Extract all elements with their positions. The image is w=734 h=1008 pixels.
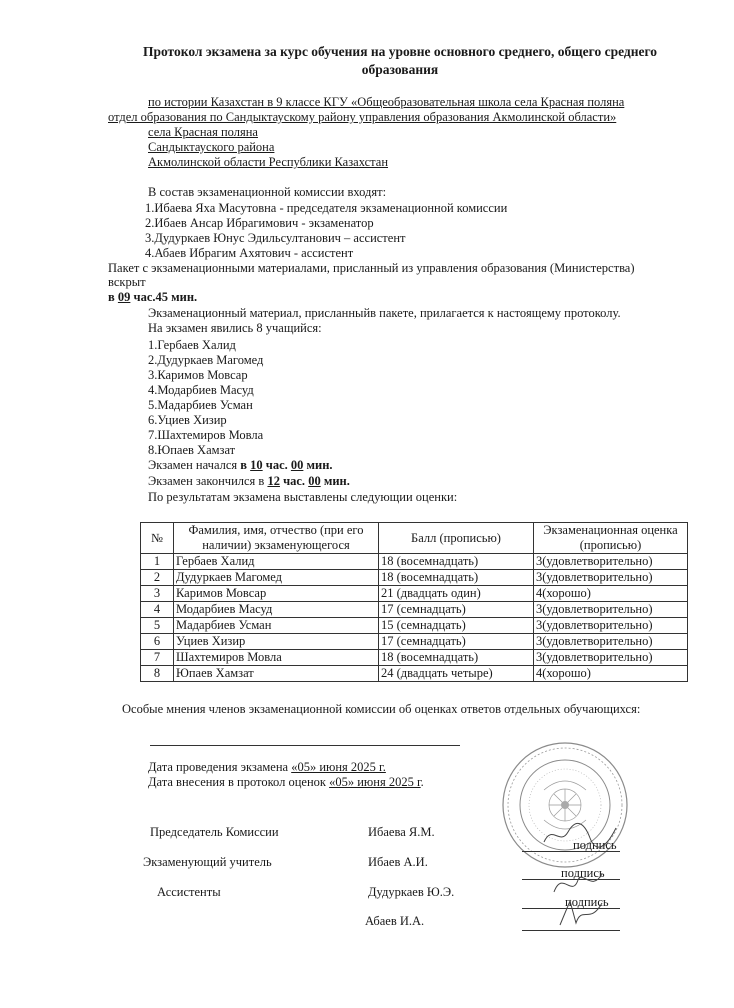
table-row bbox=[141, 554, 688, 570]
package-time: в 09 час.45 мин. bbox=[108, 290, 198, 304]
table-row bbox=[141, 586, 688, 602]
commission-heading: В состав экзаменационной комиссии входят: bbox=[148, 185, 387, 199]
student-list-item: 7.Шахтемиров Мовла bbox=[148, 428, 264, 442]
row-grade: 3(удовлетворительно) bbox=[534, 618, 688, 634]
row-number: 4 bbox=[141, 602, 174, 618]
signature-label: подпись bbox=[561, 866, 605, 880]
row-name: Гербаев Халид bbox=[174, 554, 379, 570]
row-score: 17 (семнадцать) bbox=[379, 634, 534, 650]
results-text: По результатам экзамена выставлены следующии оценки: bbox=[148, 490, 458, 504]
exam-start-text: Экзамен начался в 10 час. 00 мин. bbox=[148, 458, 333, 472]
exam-date: Дата проведения экзамена «05» июня 2025 г. bbox=[148, 760, 386, 774]
school-line-2: отдел образования по Сандыктаускому району управления образования Акмолинской области» bbox=[108, 110, 617, 124]
header-score: Балл (прописью) bbox=[379, 523, 534, 554]
name-chairman: Ибаева Я.М. bbox=[368, 825, 435, 839]
student-list-item: 1.Гербаев Халид bbox=[148, 338, 236, 352]
header-name: Фамилия, имя, отчество (при его наличии) экзаменующегося bbox=[174, 523, 379, 554]
row-grade: 3(удовлетворительно) bbox=[534, 602, 688, 618]
row-name: Модарбиев Масуд bbox=[174, 602, 379, 618]
table-row bbox=[141, 570, 688, 586]
header-number: № bbox=[141, 523, 174, 554]
student-list-item: 4.Модарбиев Масуд bbox=[148, 383, 254, 397]
row-number: 5 bbox=[141, 618, 174, 634]
school-line-3: села Красная поляна bbox=[148, 125, 258, 139]
row-score: 17 (семнадцать) bbox=[379, 602, 534, 618]
signature-scribble bbox=[552, 895, 612, 931]
name-assistant-2: Абаев И.А. bbox=[365, 914, 425, 928]
student-list-item: 8.Юпаев Хамзат bbox=[148, 443, 236, 457]
grades-table bbox=[140, 522, 688, 682]
row-score: 15 (семнадцать) bbox=[379, 618, 534, 634]
row-name: Юпаев Хамзат bbox=[174, 666, 379, 682]
row-number: 8 bbox=[141, 666, 174, 682]
row-number: 3 bbox=[141, 586, 174, 602]
package-line-1: Пакет с экзаменационными материалами, присланный из управления образования (Министерства) bbox=[108, 261, 635, 275]
school-line-5: Акмолинской области Республики Казахстан bbox=[148, 155, 389, 169]
student-list-item: 3.Каримов Мовсар bbox=[148, 368, 248, 382]
header-grade: Экзаменационная оценка (прописью) bbox=[534, 523, 688, 554]
row-name: Уциев Хизир bbox=[174, 634, 379, 650]
material-text: Экзаменационный материал, присланныйв пакете, прилагается к настоящему протоколу. bbox=[148, 306, 621, 320]
role-teacher: Экзаменующий учитель bbox=[143, 855, 272, 869]
row-name: Каримов Мовсар bbox=[174, 586, 379, 602]
row-score: 18 (восемнадцать) bbox=[379, 554, 534, 570]
table-header-row bbox=[141, 523, 688, 554]
name-teacher: Ибаев А.И. bbox=[368, 855, 428, 869]
signature-label: подпись bbox=[573, 838, 617, 852]
commission-member: 2.Ибаев Ансар Ибрагимович - экзаменатор bbox=[145, 216, 374, 230]
row-score: 24 (двадцать четыре) bbox=[379, 666, 534, 682]
row-number: 6 bbox=[141, 634, 174, 650]
student-list-item: 5.Мадарбиев Усман bbox=[148, 398, 253, 412]
table-row bbox=[141, 602, 688, 618]
role-chairman: Председатель Комиссии bbox=[150, 825, 279, 839]
role-assistants: Ассистенты bbox=[157, 885, 221, 899]
entry-date: Дата внесения в протокол оценок «05» июня 2025 г. bbox=[148, 775, 424, 789]
signature-scribble bbox=[540, 818, 620, 852]
exam-end-text: Экзамен закончился в 12 час. 00 мин. bbox=[148, 474, 350, 488]
table-row bbox=[141, 666, 688, 682]
row-grade: 3(удовлетворительно) bbox=[534, 634, 688, 650]
table-row bbox=[141, 650, 688, 666]
commission-member: 3.Дудуркаев Юнус Эдильсултанович – ассистент bbox=[145, 231, 406, 245]
row-score: 18 (восемнадцать) bbox=[379, 650, 534, 666]
student-list-item: 6.Уциев Хизир bbox=[148, 413, 227, 427]
row-grade: 3(удовлетворительно) bbox=[534, 650, 688, 666]
school-line-4: Сандыктауского района bbox=[148, 140, 275, 154]
row-grade: 4(хорошо) bbox=[534, 666, 688, 682]
signature-label: подпись bbox=[565, 895, 609, 909]
row-number: 7 bbox=[141, 650, 174, 666]
opinions-line bbox=[150, 745, 460, 746]
commission-member: 1.Ибаева Яха Масутовна - председателя экзаменационной комиссии bbox=[145, 201, 508, 215]
row-grade: 3(удовлетворительно) bbox=[534, 554, 688, 570]
row-number: 2 bbox=[141, 570, 174, 586]
commission-member: 4.Абаев Ибрагим Ахятович - ассистент bbox=[145, 246, 354, 260]
row-score: 21 (двадцать один) bbox=[379, 586, 534, 602]
row-score: 18 (восемнадцать) bbox=[379, 570, 534, 586]
special-opinions-text: Особые мнения членов экзаменационной комиссии об оценках ответов отдельных обучающихся: bbox=[122, 702, 641, 716]
student-list-item: 2.Дудуркаев Магомед bbox=[148, 353, 264, 367]
row-grade: 4(хорошо) bbox=[534, 586, 688, 602]
row-number: 1 bbox=[141, 554, 174, 570]
table-row bbox=[141, 618, 688, 634]
school-line-1: по истории Казахстан в 9 классе КГУ «Общеобразовательная школа села Красная поляна bbox=[148, 95, 625, 109]
row-grade: 3(удовлетворительно) bbox=[534, 570, 688, 586]
package-line-2: вскрыт bbox=[108, 275, 146, 289]
row-name: Дудуркаев Магомед bbox=[174, 570, 379, 586]
name-assistant-1: Дудуркаев Ю.Э. bbox=[368, 885, 455, 899]
attendance-text: На экзамен явились 8 учащийся: bbox=[148, 321, 322, 335]
document-title: Протокол экзамена за курс обучения на уровне основного среднего, общего среднего образования bbox=[142, 44, 658, 77]
table-row bbox=[141, 634, 688, 650]
row-name: Мадарбиев Усман bbox=[174, 618, 379, 634]
row-name: Шахтемиров Мовла bbox=[174, 650, 379, 666]
